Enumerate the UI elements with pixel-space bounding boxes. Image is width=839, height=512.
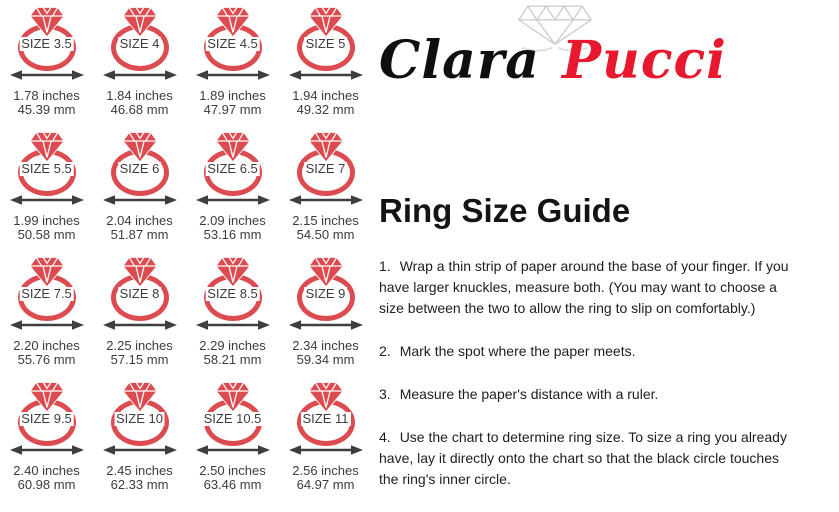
diameter-arrow-icon: [103, 193, 177, 207]
ring-size-label: SIZE 10: [116, 411, 163, 426]
ring-measurements: [186, 89, 279, 116]
brand-name-clara: Clara: [379, 30, 540, 91]
ring-diameter-inches: 2.25 inches: [106, 338, 173, 353]
ring-diameter-inches: 2.15 inches: [292, 213, 359, 228]
brand-name-pucci: Pucci: [561, 30, 727, 91]
instruction-item: [379, 384, 839, 405]
ring-size-grid: [0, 0, 374, 501]
diamond-icon: [28, 256, 66, 287]
instruction-number: 1.: [379, 258, 391, 274]
diamond-icon: [121, 6, 159, 37]
ring-measurements: [186, 339, 279, 366]
ring-size-cell: [93, 0, 186, 125]
ring-diameter-inches: 2.40 inches: [13, 463, 80, 478]
ring-size-cell: [0, 250, 93, 375]
diameter-arrow-icon: [10, 68, 84, 82]
diameter-arrow-icon: [103, 68, 177, 82]
ring-illustration: [0, 375, 93, 459]
ring-size-cell: [93, 125, 186, 250]
ring-size-cell: [0, 125, 93, 250]
ring-size-cell: [186, 125, 279, 250]
ring-illustration: [186, 125, 279, 209]
ring-measurements: [0, 89, 93, 116]
diameter-arrow-icon: [289, 443, 363, 457]
ring-diameter-inches: 2.09 inches: [199, 213, 266, 228]
ring-size-label: SIZE 6: [119, 161, 160, 176]
instruction-line: Use the chart to determine ring size. To size a ring you already: [399, 429, 787, 445]
instruction-line: Mark the spot where the paper meets.: [399, 343, 636, 359]
instruction-line: size between the two to allow the ring to slip on comfortably.): [379, 300, 756, 316]
ring-diameter-mm: 46.68 mm: [110, 101, 169, 117]
ring-illustration: [186, 375, 279, 459]
ring-illustration: [279, 0, 372, 84]
ring-measurements: [0, 464, 93, 491]
instruction-line: Measure the paper's distance with a ruler.: [399, 386, 659, 402]
ring-measurements: [0, 214, 93, 241]
diamond-icon: [307, 256, 345, 287]
ring-size-cell: [279, 125, 372, 250]
ring-illustration: [279, 375, 372, 459]
diameter-arrow-icon: [196, 68, 270, 82]
diameter-arrow-icon: [289, 193, 363, 207]
diamond-icon: [214, 131, 252, 162]
ring-diameter-inches: 2.20 inches: [13, 338, 80, 353]
ring-illustration: [0, 250, 93, 334]
ring-measurements: [279, 464, 372, 491]
ring-size-cell: [279, 0, 372, 125]
ring-diameter-mm: 55.76 mm: [17, 351, 76, 367]
diameter-arrow-icon: [196, 443, 270, 457]
ring-illustration: [279, 250, 372, 334]
ring-diameter-inches: 1.99 inches: [13, 213, 80, 228]
ring-illustration: [93, 375, 186, 459]
ring-diameter-inches: 2.56 inches: [292, 463, 359, 478]
ring-size-cell: [93, 250, 186, 375]
ring-size-label: SIZE 4.5: [207, 36, 258, 51]
diameter-arrow-icon: [10, 193, 84, 207]
diamond-icon: [307, 6, 345, 37]
ring-diameter-mm: 47.97 mm: [203, 101, 262, 117]
instructions: [379, 256, 839, 512]
ring-size-cell: [279, 250, 372, 375]
ring-diameter-inches: 2.04 inches: [106, 213, 173, 228]
ring-size-cell: [0, 0, 93, 125]
ring-size-label: SIZE 11: [302, 411, 349, 426]
ring-diameter-mm: 60.98 mm: [17, 476, 76, 492]
ring-measurements: [279, 214, 372, 241]
ring-diameter-mm: 64.97 mm: [296, 476, 355, 492]
diamond-icon: [214, 6, 252, 37]
ring-diameter-inches: 2.50 inches: [199, 463, 266, 478]
diamond-icon: [214, 381, 252, 412]
ring-diameter-inches: 2.34 inches: [292, 338, 359, 353]
diameter-arrow-icon: [103, 443, 177, 457]
ring-diameter-mm: 63.46 mm: [203, 476, 262, 492]
diameter-arrow-icon: [289, 68, 363, 82]
ring-size-label: SIZE 9.5: [21, 411, 72, 426]
ring-illustration: [186, 250, 279, 334]
instruction-item: [379, 341, 839, 362]
ring-size-label: SIZE 5.5: [21, 161, 72, 176]
instruction-item: [379, 427, 839, 490]
instruction-line: Wrap a thin strip of paper around the base of your finger. If you: [399, 258, 789, 274]
ring-size-cell: [186, 0, 279, 125]
diameter-arrow-icon: [289, 318, 363, 332]
diameter-arrow-icon: [196, 193, 270, 207]
diamond-icon: [121, 381, 159, 412]
page-title: Ring Size Guide: [379, 192, 631, 229]
ring-measurements: [0, 339, 93, 366]
ring-measurements: [279, 339, 372, 366]
diamond-icon: [28, 381, 66, 412]
ring-diameter-mm: 49.32 mm: [296, 101, 355, 117]
ring-diameter-mm: 58.21 mm: [203, 351, 262, 367]
ring-illustration: [0, 0, 93, 84]
right-panel: [379, 0, 839, 501]
ring-diameter-inches: 1.89 inches: [199, 88, 266, 103]
ring-diameter-inches: 1.94 inches: [292, 88, 359, 103]
ring-illustration: [0, 125, 93, 209]
diameter-arrow-icon: [10, 318, 84, 332]
ring-diameter-mm: 54.50 mm: [296, 226, 355, 242]
ring-illustration: [93, 0, 186, 84]
ring-size-cell: [279, 375, 372, 500]
diamond-icon: [307, 131, 345, 162]
ring-diameter-mm: 53.16 mm: [203, 226, 262, 242]
ring-size-cell: [93, 375, 186, 500]
ring-size-label: SIZE 9: [305, 286, 346, 301]
instruction-line: the ring's inner circle.: [379, 471, 511, 487]
ring-diameter-mm: 62.33 mm: [110, 476, 169, 492]
ring-measurements: [186, 464, 279, 491]
ring-size-label: SIZE 8: [119, 286, 160, 301]
ring-diameter-inches: 1.78 inches: [13, 88, 80, 103]
ring-measurements: [279, 89, 372, 116]
ring-size-label: SIZE 10.5: [203, 411, 262, 426]
ring-diameter-inches: 1.84 inches: [106, 88, 173, 103]
diamond-icon: [28, 6, 66, 37]
ring-size-label: SIZE 8.5: [207, 286, 258, 301]
ring-measurements: [186, 214, 279, 241]
diameter-arrow-icon: [196, 318, 270, 332]
diamond-icon: [28, 131, 66, 162]
brand-logo: [379, 0, 839, 118]
ring-measurements: [93, 464, 186, 491]
ring-illustration: [93, 250, 186, 334]
brand-name: [379, 30, 727, 91]
instruction-number: 2.: [379, 343, 391, 359]
diamond-icon: [121, 131, 159, 162]
diameter-arrow-icon: [103, 318, 177, 332]
diameter-arrow-icon: [10, 443, 84, 457]
diamond-icon: [307, 381, 345, 412]
instruction-item: [379, 256, 839, 319]
instruction-line: have larger knuckles, measure both. (You may want to choose a: [379, 279, 777, 295]
ring-measurements: [93, 339, 186, 366]
ring-size-label: SIZE 6.5: [207, 161, 258, 176]
ring-diameter-inches: 2.45 inches: [106, 463, 173, 478]
ring-measurements: [93, 89, 186, 116]
ring-size-label: SIZE 3.5: [21, 36, 72, 51]
ring-diameter-mm: 51.87 mm: [110, 226, 169, 242]
ring-diameter-mm: 45.39 mm: [17, 101, 76, 117]
ring-illustration: [186, 0, 279, 84]
ring-diameter-inches: 2.29 inches: [199, 338, 266, 353]
diamond-icon: [121, 256, 159, 287]
ring-size-cell: [186, 375, 279, 500]
ring-diameter-mm: 57.15 mm: [110, 351, 169, 367]
ring-size-cell: [186, 250, 279, 375]
ring-diameter-mm: 50.58 mm: [17, 226, 76, 242]
instruction-number: 3.: [379, 386, 391, 402]
ring-illustration: [279, 125, 372, 209]
ring-measurements: [93, 214, 186, 241]
ring-size-cell: [0, 375, 93, 500]
ring-size-label: SIZE 7.5: [21, 286, 72, 301]
ring-size-label: SIZE 4: [119, 36, 160, 51]
instruction-number: 4.: [379, 429, 391, 445]
diamond-icon: [214, 256, 252, 287]
ring-illustration: [93, 125, 186, 209]
ring-diameter-mm: 59.34 mm: [296, 351, 355, 367]
instruction-line: have, lay it directly onto the chart so that the black circle touches: [379, 450, 779, 466]
ring-size-label: SIZE 5: [305, 36, 346, 51]
ring-size-label: SIZE 7: [305, 161, 346, 176]
